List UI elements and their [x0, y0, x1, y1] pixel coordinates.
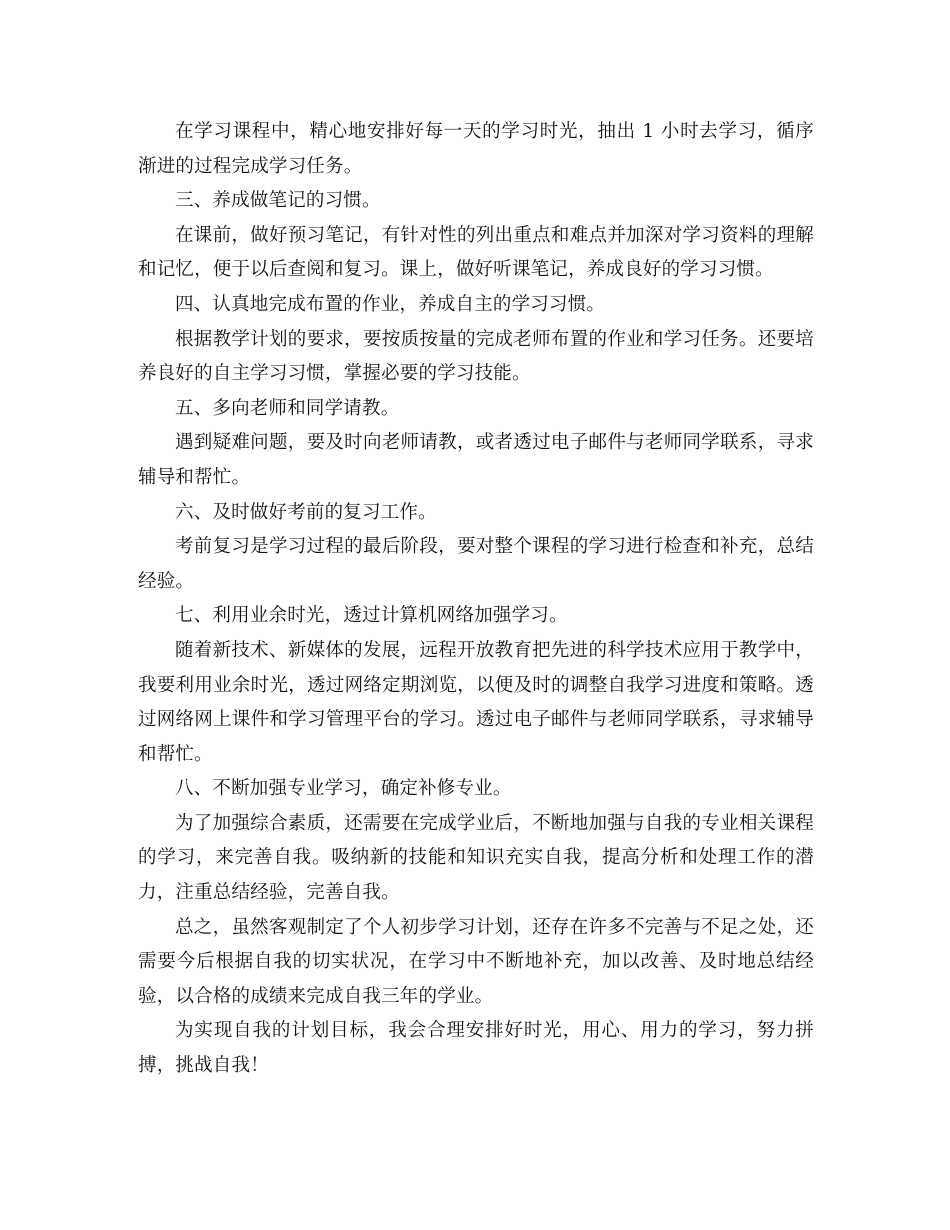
paragraph-online-learning: 随着新技术、新媒体的发展，远程开放教育把先进的科学技术应用于教学中，我要利用业余时光，透过网络定期浏览，以便及时的调整自我学习进度和策略。透过网络网上课件和学习管理平台的学习。透过电子邮件与老师同学联系，寻求辅导和帮忙。	[138, 639, 814, 765]
section-heading-professional-study: 八、不断加强专业学习，确定补修专业。	[175, 778, 512, 800]
paragraph-closing: 为实现自我的计划目标，我会合理安排好时光，用心、用力的学习，努力拼搏，挑战自我！	[138, 1020, 814, 1077]
section-heading-homework: 四、认真地完成布置的作业，养成自主的学习习惯。	[175, 293, 606, 315]
paragraph-notes: 在课前，做好预习笔记，有针对性的列出重点和难点并加深对学习资料的理解和记忆，便于以后查阅和复习。课上，做好听课笔记，养成良好的学习习惯。	[138, 224, 814, 281]
section-heading-notes: 三、养成做笔记的习惯。	[175, 190, 381, 212]
paragraph-homework: 根据教学计划的要求，要按质按量的完成老师布置的作业和学习任务。还要培养良好的自主学习习惯，掌握必要的学习技能。	[138, 328, 814, 385]
section-heading-online-learning: 七、利用业余时光，透过计算机网络加强学习。	[175, 605, 568, 627]
document-body	[138, 115, 814, 1084]
paragraph-professional-study: 为了加强综合素质，还需要在完成学业后，不断地加强与自我的专业相关课程的学习，来完善自我。吸纳新的技能和知识充实自我，提高分析和处理工作的潜力，注重总结经验，完善自我。	[138, 812, 814, 904]
paragraph-exam-review: 考前复习是学习过程的最后阶段，要对整个课程的学习进行检查和补充，总结经验。	[138, 536, 814, 592]
paragraph-study-schedule: 在学习课程中，精心地安排好每一天的学习时光，抽出 1 小时去学习，循序渐进的过程完成学习任务。	[138, 121, 814, 177]
section-heading-ask-teachers: 五、多向老师和同学请教。	[175, 397, 400, 419]
paragraph-summary: 总之，虽然客观制定了个人初步学习计划，还存在许多不完善与不足之处，还需要今后根据自我的切实状况，在学习中不断地补充，加以改善、及时地总结经验，以合格的成绩来完成自我三年的学业。	[138, 916, 814, 1007]
paragraph-ask-teachers: 遇到疑难问题，要及时向老师请教，或者透过电子邮件与老师同学联系，寻求辅导和帮忙。	[138, 432, 814, 488]
section-heading-exam-review: 六、及时做好考前的复习工作。	[175, 501, 437, 523]
